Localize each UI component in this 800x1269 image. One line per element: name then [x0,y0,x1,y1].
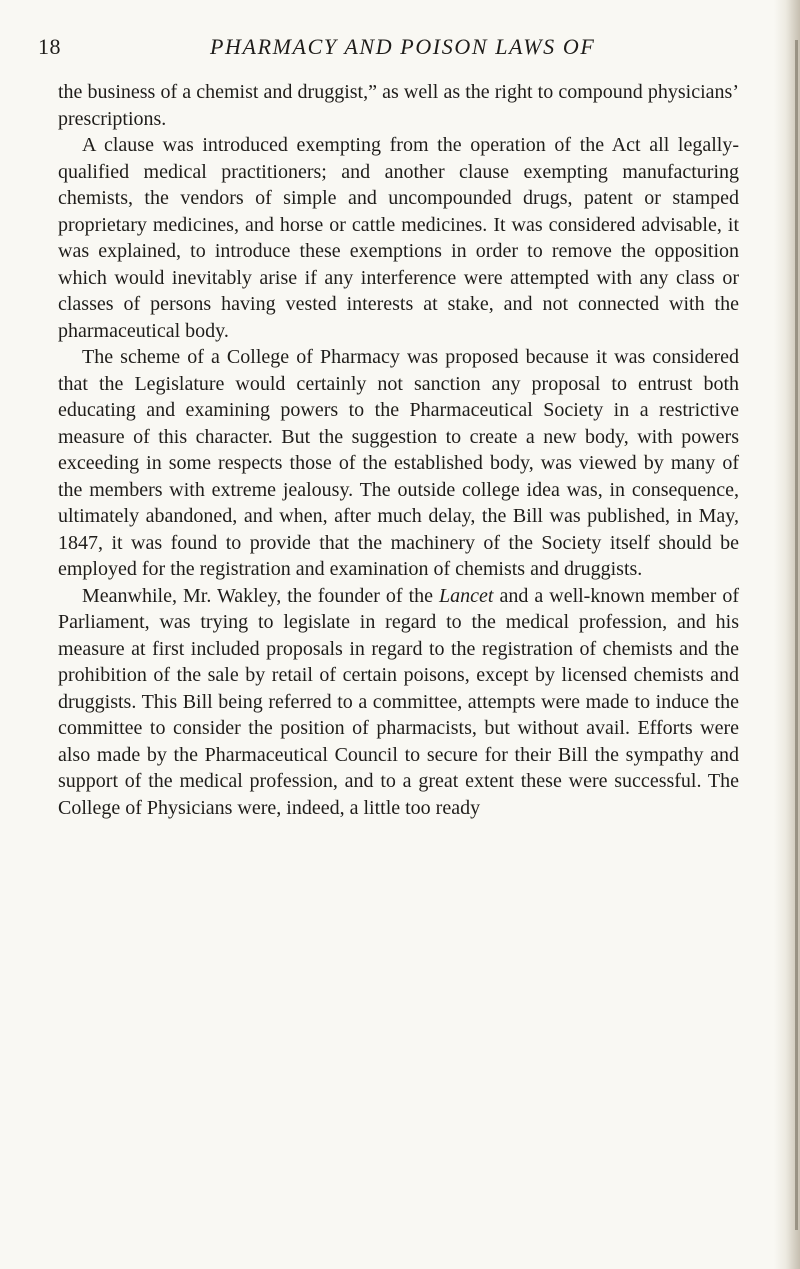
running-title: PHARMACY AND POISON LAWS OF [210,34,596,59]
paragraph-4-after: and a well-known member of Parliament, was trying to legislate in regard to the medical profession, and his measure at first included proposals in regard to the registration of chemists and the prohibition of the sale by retail of certain poisons, except by licensed chemists and druggists. This Bill being referred to a committee, attempts were made to induce the committee to consider the position of pharmacists, but without avail. Efforts were also made by the Pharmaceutical Council to secure for their Bill the sympathy and support of the medical profession, and to a great extent these were successful. The College of Physicians were, indeed, a little too ready [58,584,739,819]
body-text [58,79,739,821]
page-header [38,34,738,64]
paragraph-2: A clause was introduced exempting from the operation of the Act all legally-qualified medical practitioners; and another clause exempting manufacturing chemists, the vendors of simple and uncompounded drugs, patent or stamped proprietary medicines, and horse or cattle medicines. It was considered advisable, it was explained, to introduce these exemptions in order to remove the opposition which would inevitably arise if any interference were attempted with any class or classes of persons having vested interests at stake, and not connected with the pharmaceutical body. [58,134,739,342]
paragraph-1: the business of a chemist and druggist,” as well as the right to compound physicians’ prescriptions. [58,81,739,130]
lancet-title: Lancet [439,584,494,607]
paragraph-4 [58,583,739,822]
paragraph-3: The scheme of a College of Pharmacy was proposed because it was considered that the Legislature would certainly not sanction any proposal to entrust both educating and examining powers to the Pharmaceutical Society in a restrictive measure of this character. But the suggestion to create a new body, with powers exceeding in some respects those of the established body, was viewed by many of the members with extreme jealousy. The outside college idea was, in consequence, ultimately abandoned, and when, after much delay, the Bill was published, in May, 1847, it was found to provide that the machinery of the Society itself should be employed for the registration and examination of chemists and druggists. [58,346,739,580]
page-number: 18 [38,34,61,59]
page-edge-line [795,40,798,1230]
paragraph-4-before: Meanwhile, Mr. Wakley, the founder of the [82,584,440,607]
